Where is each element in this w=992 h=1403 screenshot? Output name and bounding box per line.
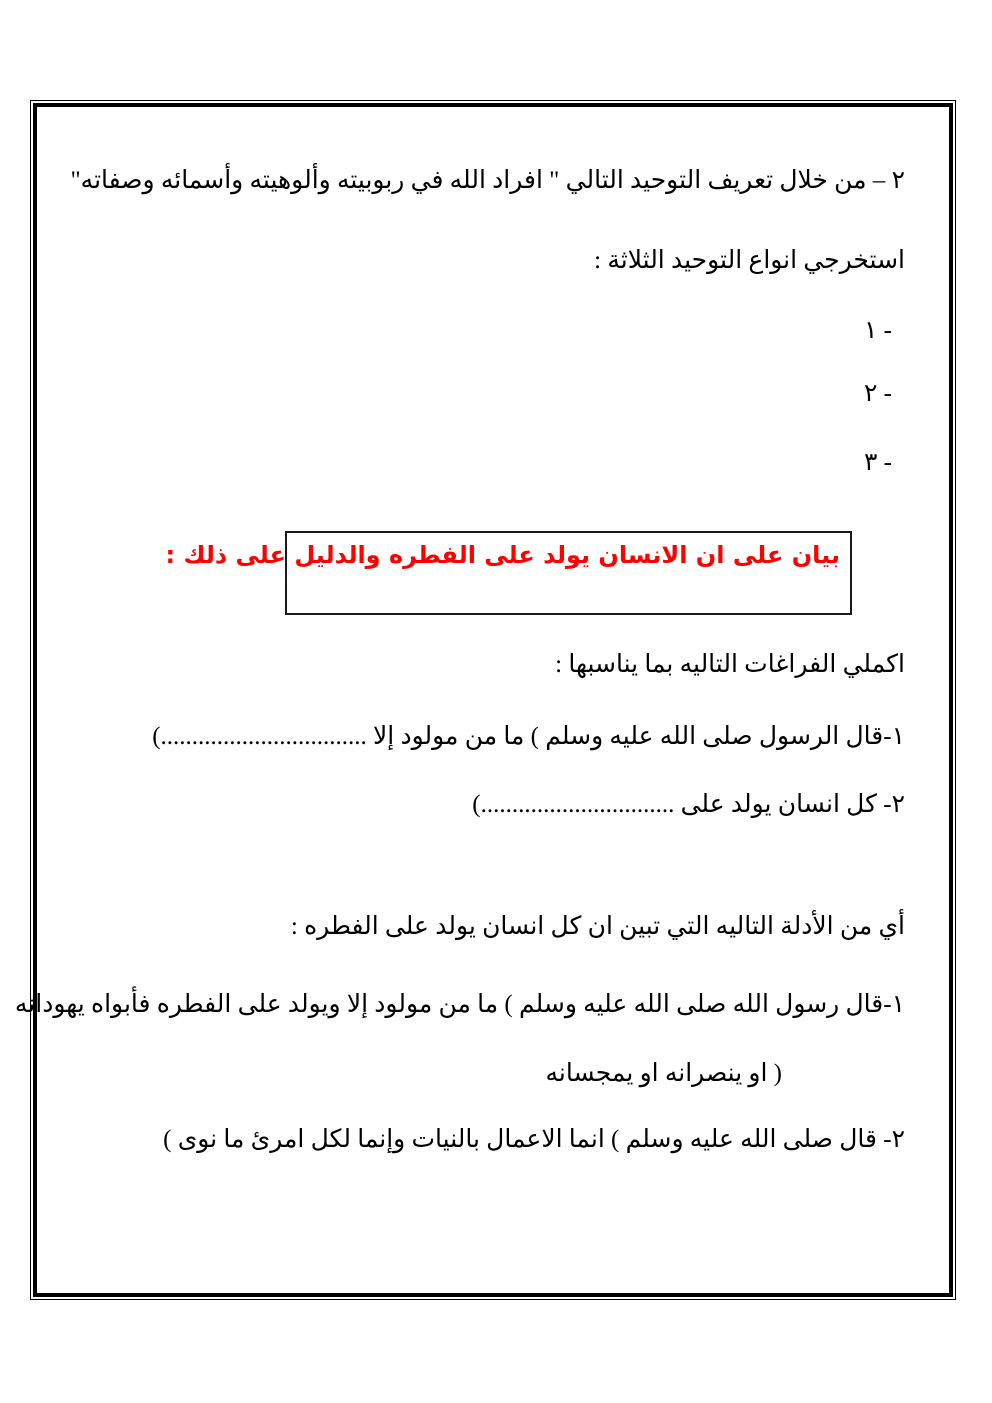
page-border-frame <box>33 103 953 1297</box>
answer-slot-1: ١ - <box>863 317 892 344</box>
fitra-heading-text: بيان على ان الانسان يولد على الفطره والدليل على ذلك : <box>165 541 840 569</box>
blank-question-2: ٢- كل انسان يولد على ...............................) <box>472 791 905 818</box>
evidence-option-1-line-1: ١-قال رسول الله صلى الله عليه وسلم ) ما من مولود إلا ويولد على الفطره فأبواه يهودانه <box>14 991 905 1018</box>
fitra-heading-box <box>165 531 852 615</box>
answer-slot-3: ٣ - <box>863 449 892 476</box>
evidence-option-2: ٢- قال صلى الله عليه وسلم ) انما الاعمال بالنيات وإنما لكل امرئ ما نوى ) <box>163 1126 905 1153</box>
evidence-question-instruction: أي من الأدلة التاليه التي تبين ان كل انسان يولد على الفطره : <box>290 913 905 940</box>
question-2-prompt: ٢ – من خلال تعريف التوحيد التالي " افراد الله في ربوبيته وألوهيته وأسمائه وصفاته" <box>70 167 905 194</box>
blank-question-1: ١-قال الرسول صلى الله عليه وسلم ) ما من مولود إلا .................................) <box>152 723 905 750</box>
question-2-instruction: استخرجي انواع التوحيد الثلاثة : <box>594 247 905 274</box>
answer-slot-2: ٢ - <box>863 380 892 407</box>
evidence-option-1-line-2: ( او ينصرانه او يمجسانه <box>545 1060 782 1087</box>
fill-blanks-instruction: اكملي الفراغات التاليه بما يناسبها : <box>555 651 905 678</box>
